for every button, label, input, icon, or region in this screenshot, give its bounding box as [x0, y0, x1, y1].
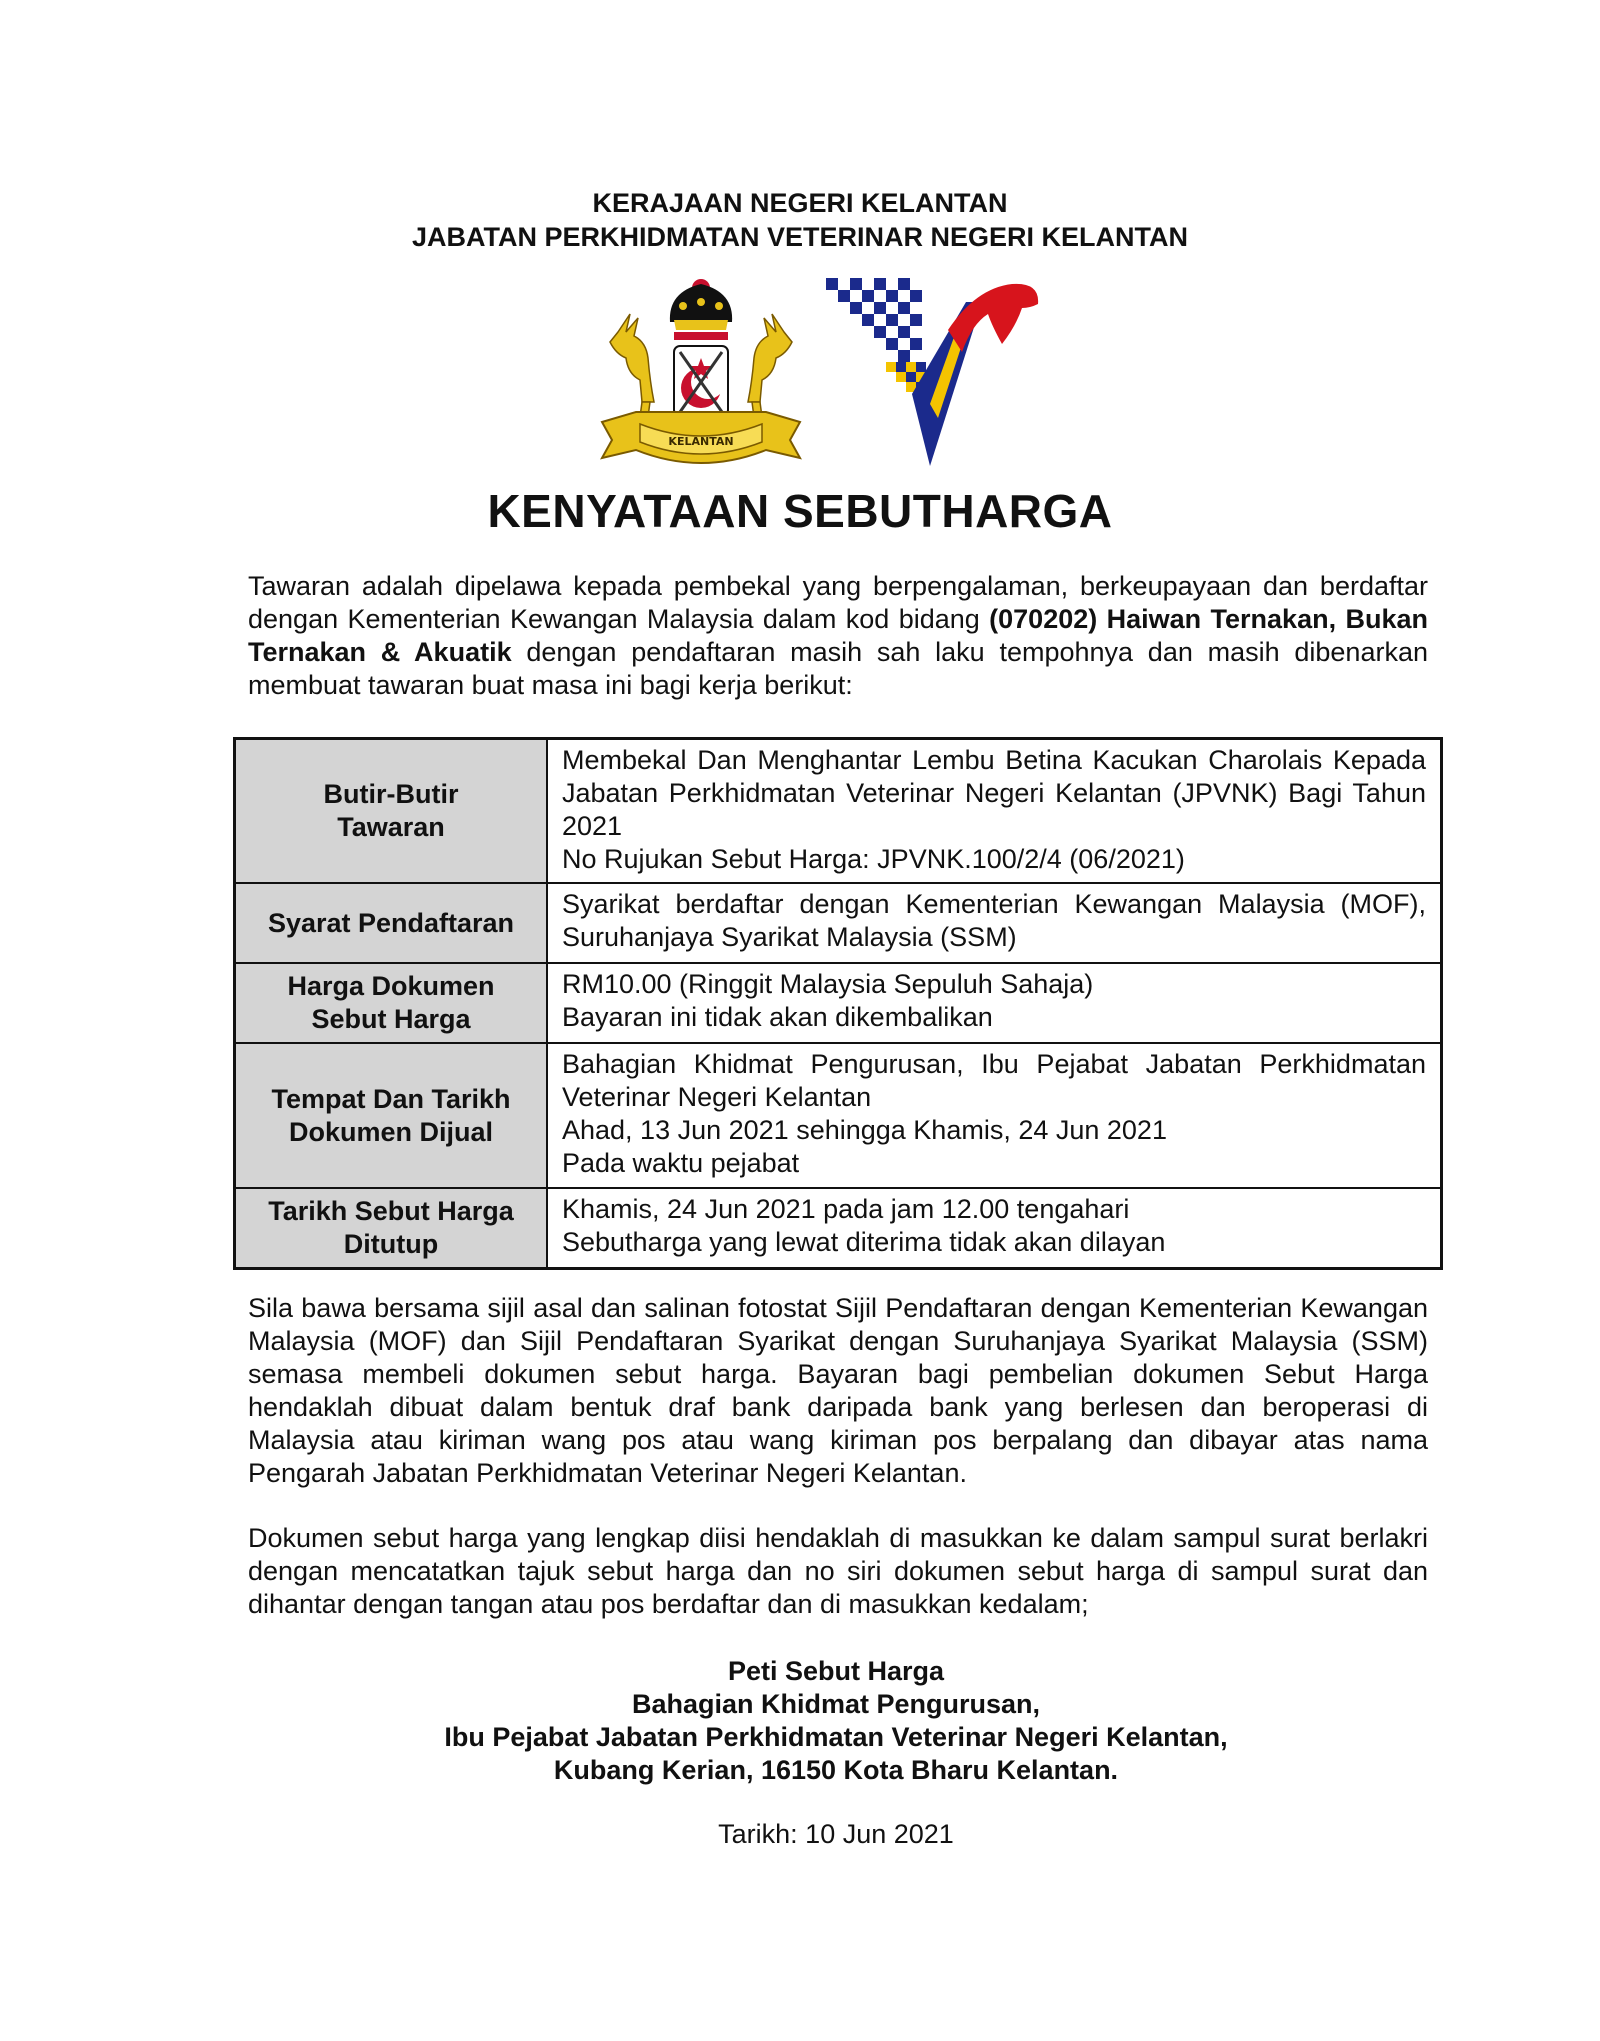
address-line: Peti Sebut Harga — [727, 1656, 945, 1686]
registration-requirement: Syarikat berdaftar dengan Kementerian Kewangan Malaysia (MOF), Suruhanjaya Syarikat Malaysia (SSM) — [562, 889, 1426, 952]
row-value — [547, 739, 1442, 884]
late-submission-note: Sebutharga yang lewat diterima tidak akan dilayan — [562, 1227, 1166, 1257]
row-label: Tempat Dan Tarikh Dokumen Dijual — [235, 1043, 548, 1188]
intro-text-2: dengan pendaftaran masih sah laku tempohnya dan masih dibenarkan membuat tawaran buat masa ini bagi kerja berikut: — [248, 637, 1428, 700]
row-label: Butir-Butir Tawaran — [235, 739, 548, 884]
ribbon-banner-icon — [602, 412, 800, 463]
row-label: Tarikh Sebut Harga Ditutup — [235, 1188, 548, 1268]
sale-hours: Pada waktu pejabat — [562, 1148, 800, 1178]
submission-address — [0, 1655, 1600, 1787]
header-department: JABATAN PERKHIDMATAN VETERINAR NEGERI KELANTAN — [412, 222, 1188, 252]
address-line: Kubang Kerian, 16150 Kota Bharu Kelantan. — [553, 1755, 1119, 1785]
table-row-document-price — [235, 963, 1442, 1043]
reference-number: No Rujukan Sebut Harga: JPVNK.100/2/4 (06/2021) — [562, 844, 1185, 874]
sale-dates: Ahad, 13 Jun 2021 sehingga Khamis, 24 Jun 2021 — [562, 1115, 1167, 1145]
address-line: Ibu Pejabat Jabatan Perkhidmatan Veterinar Negeri Kelantan, — [444, 1722, 1228, 1752]
submission-instructions-paragraph: Dokumen sebut harga yang lengkap diisi hendaklah di masukkan ke dalam sampul surat berlakri dengan mencatatkan tajuk sebut harga dan no siri dokumen sebut harga di sampul surat dan dihantar dengan tangan atau pos berdaftar dan di masukkan kedalam; — [248, 1523, 1428, 1619]
table-row-offer-details — [235, 739, 1442, 884]
document-price: RM10.00 (Ringgit Malaysia Sepuluh Sahaja) — [562, 969, 1094, 999]
sale-location: Bahagian Khidmat Pengurusan, Ibu Pejabat Jabatan Perkhidmatan Veterinar Negeri Kelantan — [562, 1049, 1426, 1112]
row-label: Syarat Pendaftaran — [235, 883, 548, 963]
intro-text-1: Tawaran adalah dipelawa kepada pembekal yang berpengalaman, berkeupayaan dan berdaftar dengan Kementerian Kewangan Malaysia dalam kod bidang — [248, 571, 1428, 634]
document-title: KENYATAAN SEBUTHARGA — [487, 485, 1113, 537]
intro-field-code: (070202) Haiwan Ternakan, Bukan Ternakan & Akuatik — [248, 604, 1428, 667]
row-value — [547, 1188, 1442, 1268]
crest-text: KELANTAN — [668, 435, 734, 448]
intro-paragraph — [248, 570, 1428, 702]
crown-icon — [670, 279, 732, 340]
table-row-sale-place-date — [235, 1043, 1442, 1188]
vet-department-logo-icon — [826, 278, 1050, 468]
row-value — [547, 1043, 1442, 1188]
address-line: Bahagian Khidmat Pengurusan, — [631, 1689, 1041, 1719]
row-label: Harga Dokumen Sebut Harga — [235, 963, 548, 1043]
tender-details-table — [233, 737, 1443, 1270]
offer-description: Membekal Dan Menghantar Lembu Betina Kacukan Charolais Kepada Jabatan Perkhidmatan Veterinar Negeri Kelantan (JPVNK) Bagi Tahun 2021 — [562, 745, 1426, 841]
kelantan-crest-icon — [588, 262, 814, 476]
header-state-government: KERAJAAN NEGERI KELANTAN — [592, 188, 1008, 218]
crescent-star-icon — [674, 346, 728, 416]
checker-pattern — [826, 278, 922, 362]
non-refundable-note: Bayaran ini tidak akan dikembalikan — [562, 1002, 993, 1032]
table-row-closing-date — [235, 1188, 1442, 1268]
notice-date: Tarikh: 10 Jun 2021 — [718, 1819, 954, 1849]
payment-instructions-paragraph: Sila bawa bersama sijil asal dan salinan fotostat Sijil Pendaftaran dengan Kementerian Kewangan Malaysia (MOF) dan Sijil Pendaftaran Syarikat dengan Suruhanjaya Syarikat Malaysia (SSM) semasa membeli dokumen sebut harga. Bayaran bagi pembelian dokumen Sebut Harga hendaklah dibuat dalam bentuk draf bank daripada bank yang berlesen dan beroperasi di Malaysia atau kiriman wang pos atau wang kiriman pos berpalang dan dibayar atas nama Pengarah Jabatan Perkhidmatan Veterinar Negeri Kelantan. — [248, 1293, 1428, 1488]
closing-datetime: Khamis, 24 Jun 2021 pada jam 12.00 tengahari — [562, 1194, 1130, 1224]
table-row-registration — [235, 883, 1442, 963]
row-value — [547, 963, 1442, 1043]
row-value — [547, 883, 1442, 963]
